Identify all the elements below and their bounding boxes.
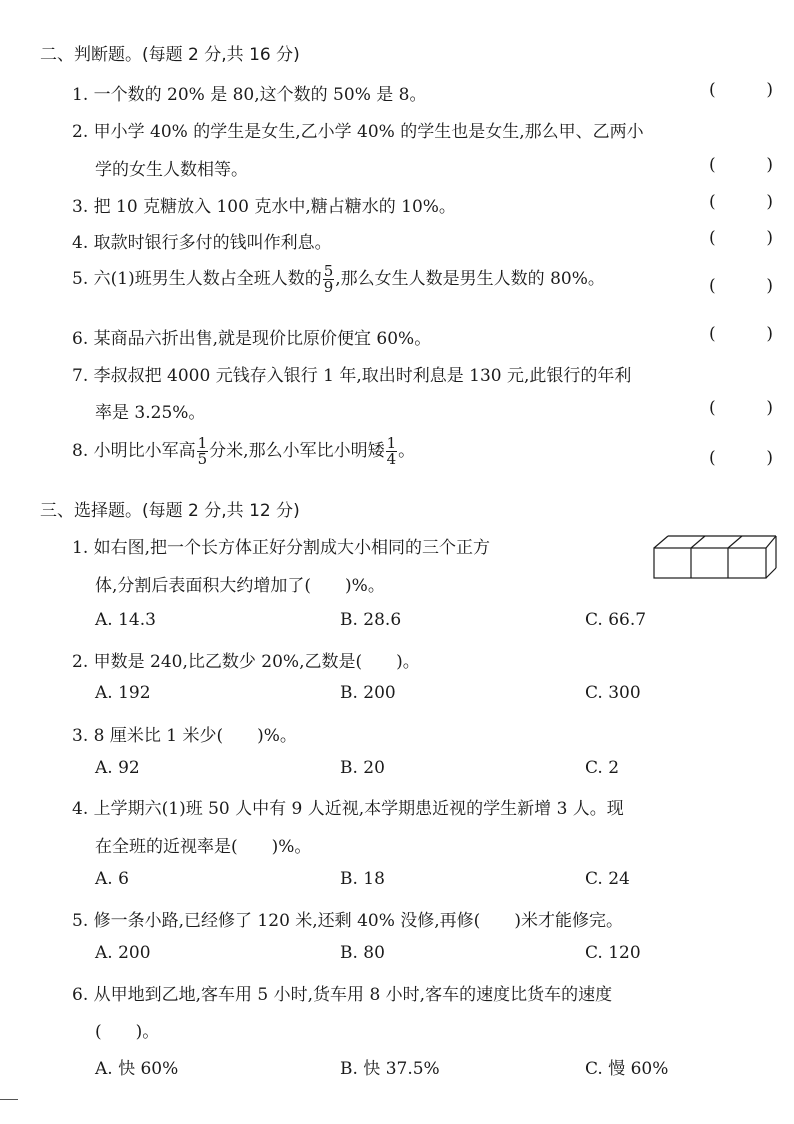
choice-question-1-cont: 体,分割后表面积大约增加了( )%。 [95, 576, 385, 596]
answer-blank-4[interactable]: ( ) [709, 228, 773, 248]
answer-blank-1[interactable]: ( ) [709, 80, 773, 100]
q3-option-a[interactable]: A. 92 [95, 758, 140, 778]
judge-question-6: 6. 某商品六折出售,就是现价比原价便宜 60%。 [72, 329, 432, 349]
judge-question-4: 4. 取款时银行多付的钱叫作利息。 [72, 233, 332, 253]
choice-question-4-cont: 在全班的近视率是( )%。 [95, 837, 312, 857]
choice-question-2: 2. 甲数是 240,比乙数少 20%,乙数是( )。 [72, 652, 420, 672]
q1-option-a[interactable]: A. 14.3 [95, 610, 156, 630]
q4-option-a[interactable]: A. 6 [95, 869, 129, 889]
q6-option-a[interactable]: A. 快 60% [95, 1059, 179, 1079]
q2-option-a[interactable]: A. 192 [95, 683, 151, 703]
q1-option-c[interactable]: C. 66.7 [585, 610, 647, 630]
q3-option-c[interactable]: C. 2 [585, 758, 620, 778]
q1-option-b[interactable]: B. 28.6 [340, 610, 402, 630]
judge-question-7: 7. 李叔叔把 4000 元钱存入银行 1 年,取出时利息是 130 元,此银行的年利 [72, 366, 632, 386]
answer-blank-2[interactable]: ( ) [709, 155, 773, 175]
judge-question-3: 3. 把 10 克糖放入 100 克水中,糖占糖水的 10%。 [72, 197, 456, 217]
choice-question-5: 5. 修一条小路,已经修了 120 米,还剩 40% 没修,再修( )米才能修完。 [72, 911, 623, 931]
judge-question-1: 1. 一个数的 20% 是 80,这个数的 50% 是 8。 [72, 85, 427, 105]
choice-question-1: 1. 如右图,把一个长方体正好分割成大小相同的三个正方 [72, 538, 491, 558]
q5-option-a[interactable]: A. 200 [95, 943, 151, 963]
choice-question-6-cont: ( )。 [95, 1022, 160, 1042]
q6-option-c[interactable]: C. 慢 60% [585, 1059, 669, 1079]
cuboid-figure [650, 530, 780, 582]
fraction-5-9: $\frac{5}{9}$ [323, 262, 334, 296]
q5-option-b[interactable]: B. 80 [340, 943, 385, 963]
fraction-1-4: $\frac{1}{4}$ [386, 434, 397, 468]
answer-blank-3[interactable]: ( ) [709, 192, 773, 212]
choice-question-6: 6. 从甲地到乙地,客车用 5 小时,货车用 8 小时,客车的速度比货车的速度 [72, 985, 613, 1005]
section-2-title: 二、判断题。(每题 2 分,共 16 分) [40, 45, 300, 65]
q3-option-b[interactable]: B. 20 [340, 758, 385, 778]
choice-question-3: 3. 8 厘米比 1 米少( )%。 [72, 726, 297, 746]
choice-question-4: 4. 上学期六(1)班 50 人中有 9 人近视,本学期患近视的学生新增 3 人。现 [72, 799, 624, 819]
q6-option-b[interactable]: B. 快 37.5% [340, 1059, 440, 1079]
q4-option-c[interactable]: C. 24 [585, 869, 630, 889]
q2-option-b[interactable]: B. 200 [340, 683, 396, 703]
q4-option-b[interactable]: B. 18 [340, 869, 385, 889]
q2-option-c[interactable]: C. 300 [585, 683, 641, 703]
answer-blank-5[interactable]: ( ) [709, 276, 773, 296]
answer-blank-8[interactable]: ( ) [709, 448, 773, 468]
answer-blank-7[interactable]: ( ) [709, 398, 773, 418]
judge-question-7-cont: 率是 3.25%。 [95, 403, 206, 423]
judge-question-2-cont: 学的女生人数相等。 [95, 160, 248, 180]
answer-blank-6[interactable]: ( ) [709, 324, 773, 344]
judge-question-8: 8. 小明比小军高 $\frac{1}{5}$ 分米,那么小军比小明矮 $\frac{1}{4}$ 。 [72, 434, 416, 468]
judge-question-2: 2. 甲小学 40% 的学生是女生,乙小学 40% 的学生也是女生,那么甲、乙两小 [72, 122, 644, 142]
crop-mark [0, 1099, 18, 1100]
judge-question-5: 5. 六(1)班男生人数占全班人数的 $\frac{5}{9}$ ,那么女生人数是男生人数的 80%。 [72, 262, 605, 296]
fraction-1-5: $\frac{1}{5}$ [197, 434, 208, 468]
section-3-title: 三、选择题。(每题 2 分,共 12 分) [40, 501, 300, 521]
q5-option-c[interactable]: C. 120 [585, 943, 641, 963]
